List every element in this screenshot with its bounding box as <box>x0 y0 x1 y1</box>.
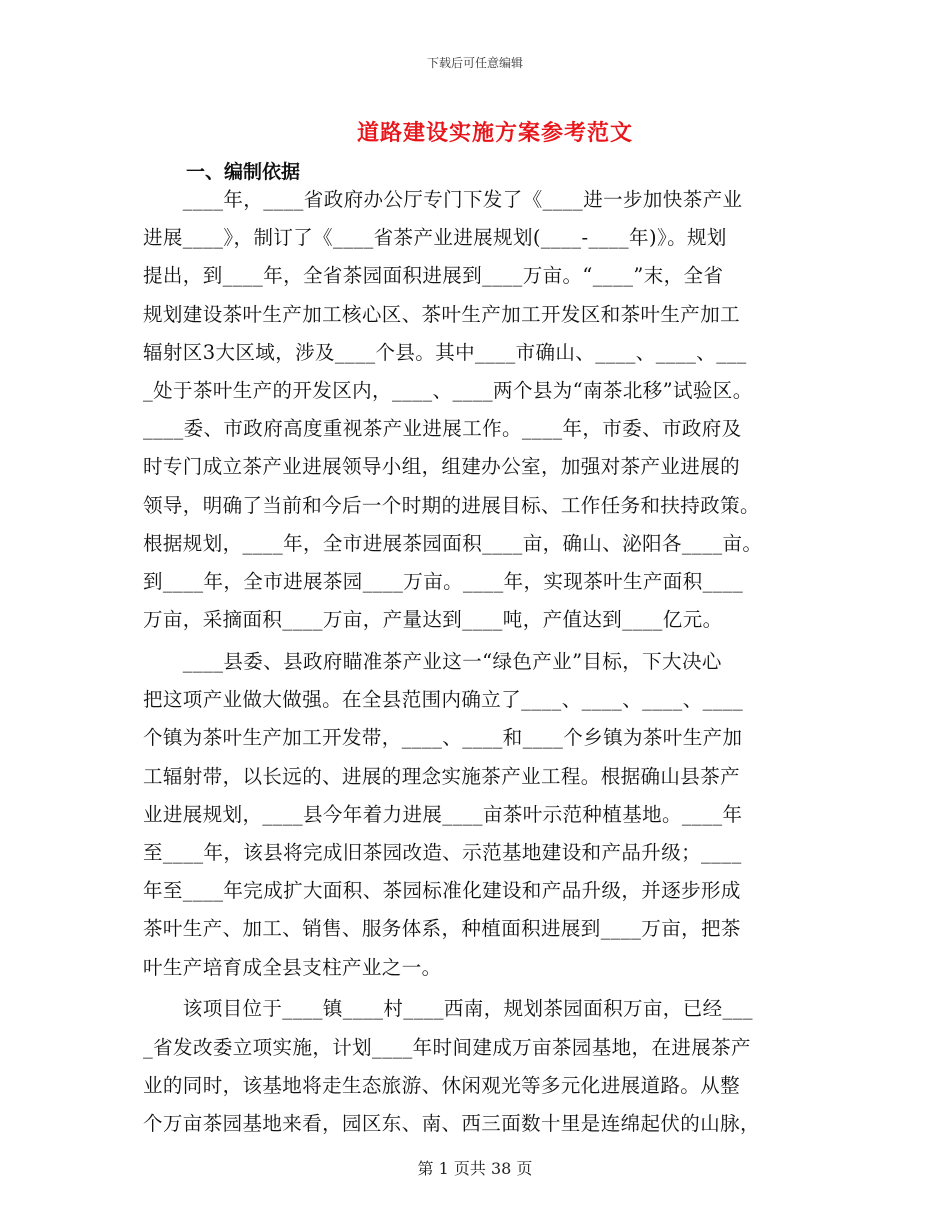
body-line: ____年，____省政府办公厅专门下发了《____进一步加快茶产业 <box>143 188 743 211</box>
body-line: _省发改委立项实施，计划____年时间建成万亩茶园基地，在进展茶产 <box>143 1035 751 1059</box>
body-line: 叶生产培育成全县支柱产业之一。 <box>143 955 442 979</box>
body-line: 个万亩茶园基地来看，园区东、南、西三面数十里是连绵起伏的山脉， <box>143 1112 760 1135</box>
document-title: 道路建设实施方案参考范文 <box>356 120 633 146</box>
body-line: ____县委、县政府瞄准茶产业这一“绿色产业”目标，下大决心 <box>143 650 722 673</box>
body-line: 根据规划，____年，全市进展茶园面积____亩，确山、泌阳各____亩。 <box>143 531 763 555</box>
section-heading: 一、编制依据 <box>186 161 301 183</box>
body-line: 领导，明确了当前和今后一个时期的进展目标、工作任务和扶持政策。 <box>143 493 760 517</box>
header-note: 下载后可任意编辑 <box>426 56 523 70</box>
page-number: 第 1 页共 38 页 <box>417 1159 533 1178</box>
body-line: 业进展规划，____县今年着力进展____亩茶叶示范种植基地。____年 <box>143 802 743 826</box>
body-line: 业的同时，该基地将走生态旅游、休闲观光等多元化进展道路。从整 <box>143 1073 741 1097</box>
body-line: 到____年，全市进展茶园____万亩。____年，实现茶叶生产面积____ <box>143 570 744 594</box>
body-line: 至____年，该县将完成旧茶园改造、示范基地建设和产品升级；____ <box>143 841 742 865</box>
body-line: 时专门成立茶产业进展领导小组，组建办公室，加强对茶产业进展的 <box>143 455 741 479</box>
body-line: 规划建设茶叶生产加工核心区、茶叶生产加工开发区和茶叶生产加工 <box>143 302 741 326</box>
body-line: 提出，到____年，全省茶园面积进展到____万亩。“____”末，全省 <box>143 264 724 288</box>
body-line: _处于茶叶生产的开发区内，____、____两个县为“南茶北移”试验区。 <box>143 379 753 403</box>
body-line: 把这项产业做大做强。在全县范围内确立了____、____、____、____ <box>143 688 744 712</box>
body-line: 该项目位于____镇____村____西南，规划茶园面积万亩，已经___ <box>143 997 753 1021</box>
body-line: ____委、市政府高度重视茶产业进展工作。____年，市委、市政府及 <box>143 417 742 441</box>
body-line: 茶叶生产、加工、销售、服务体系，种植面积进展到____万亩，把茶 <box>143 917 741 941</box>
body-line: 辐射区3大区域，涉及____个县。其中____市确山、____、____、___ <box>143 340 747 364</box>
body-line: 万亩，采摘面积____万亩，产量达到____吨，产值达到____亿元。 <box>143 608 723 632</box>
body-line: 年至____年完成扩大面积、茶园标准化建设和产品升级，并逐步形成 <box>143 879 741 903</box>
body-line: 个镇为茶叶生产加工开发带，____、____和____个乡镇为茶叶生产加 <box>143 726 743 750</box>
body-line: 工辐射带，以长远的、进展的理念实施茶产业工程。根据确山县茶产 <box>143 764 741 788</box>
body-line: 进展____》，制订了《____省茶产业进展规划(____-____年)》。规划 <box>143 226 727 250</box>
